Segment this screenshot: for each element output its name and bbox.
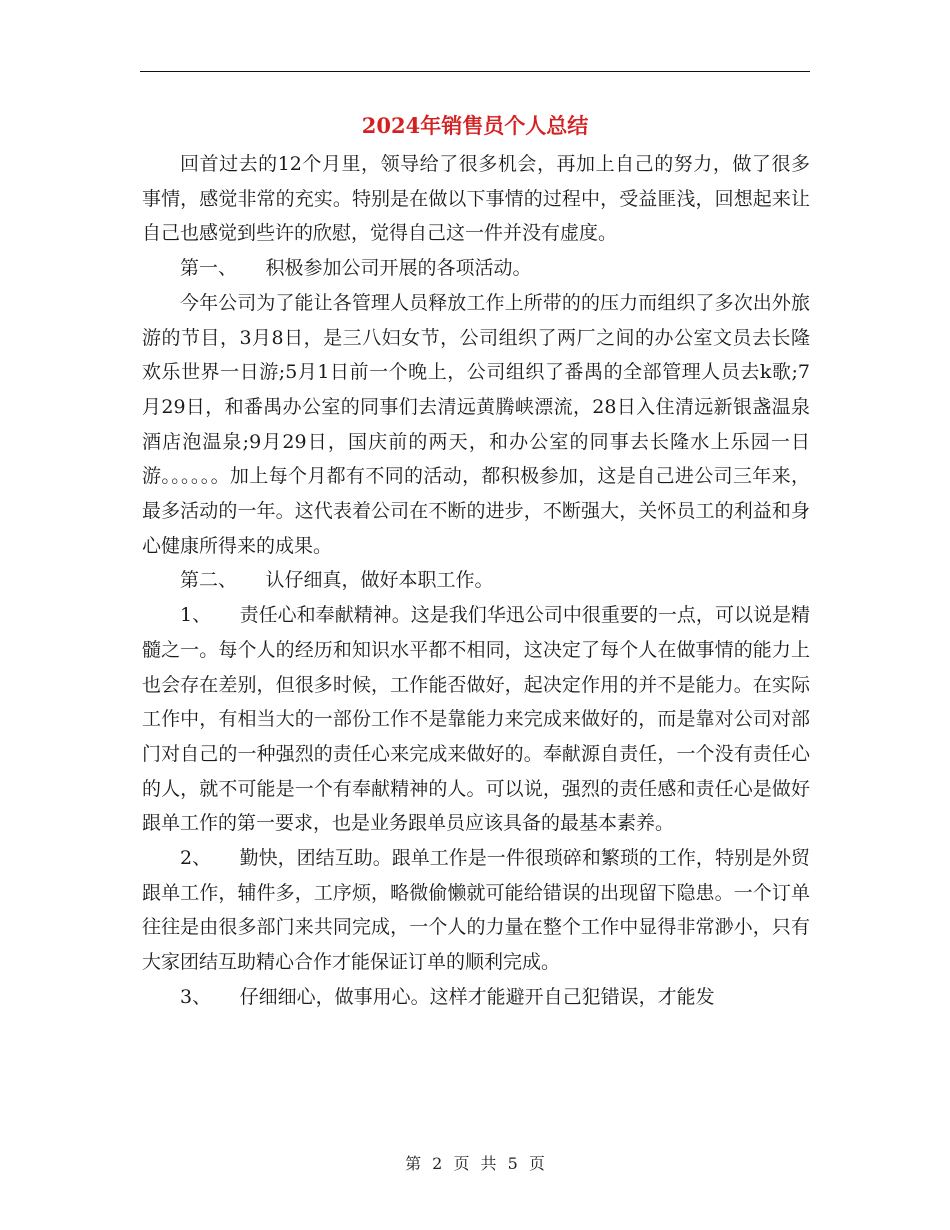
paragraph-item-1: 1、 责任心和奉献精神。这是我们华迅公司中很重要的一点，可以说是精髓之一。每个人的经历和知识水平都不相同，这决定了每个人在做事情的能力上也会存在差别，但很多时候，工作能否做好，起决定作用的并不是能力。在实际工作中，有相当大的一部份工作不是靠能力来完成来做好的，而是靠对公司对部门对自己的一种强烈的责任心来完成来做好的。奉献源自责任，一个没有责任心的人，就不可能是一个有奉献精神的人。可以说，强烈的责任感和责任心是做好跟单工作的第一要求，也是业务跟单员应该具备的最基本素养。: [142, 604, 810, 835]
section-heading-1: 第一、 积极参加公司开展的各项活动。: [180, 257, 532, 280]
document-title: 2024年销售员个人总结: [361, 113, 589, 138]
document-body: [142, 147, 810, 1015]
page-footer: 第 2 页 共 5 页: [405, 1154, 545, 1173]
paragraph-intro: 回首过去的12个月里，领导给了很多机会，再加上自己的努力，做了很多事情，感觉非常的充实。特别是在做以下事情的过程中，受益匪浅，回想起来让自己也感觉到些许的欣慰，觉得自己这一件并没有虚度。: [142, 153, 810, 245]
paragraph-item-2: 2、 勤快，团结互助。跟单工作是一件很琐碎和繁琐的工作，特别是外贸跟单工作，辅件多，工序烦，略微偷懒就可能给错误的出现留下隐患。一个订单往往是由很多部门来共同完成，一个人的力量在整个工作中显得非常渺小，只有大家团结互助精心合作才能保证订单的顺利完成。: [142, 847, 810, 974]
section-heading-2: 第二、 认仔细真，做好本职工作。: [180, 569, 494, 592]
header-rule: [140, 71, 810, 72]
paragraph-activities: 今年公司为了能让各管理人员释放工作上所带的的压力而组织了多次出外旅游的节目，3月8日，是三八妇女节，公司组织了两厂之间的办公室文员去长隆欢乐世界一日游;5月1日前一个晚上，公司组织了番禺的全部管理人员去k歌;7月29日，和番禺办公室的同事们去清远黄腾峡漂流，28日入住清远新银盏温泉酒店泡温泉;9月29日，国庆前的两天，和办公室的同事去长隆水上乐园一日游。。。。。。加上每个月都有不同的活动，都积极参加，这是自己进公司三年来，最多活动的一年。这代表着公司在不断的进步，不断强大，关怀员工的利益和身心健康所得来的成果。: [142, 291, 810, 557]
paragraph-item-3: 3、 仔细细心，做事用心。这样才能避开自己犯错误，才能发: [180, 985, 715, 1008]
